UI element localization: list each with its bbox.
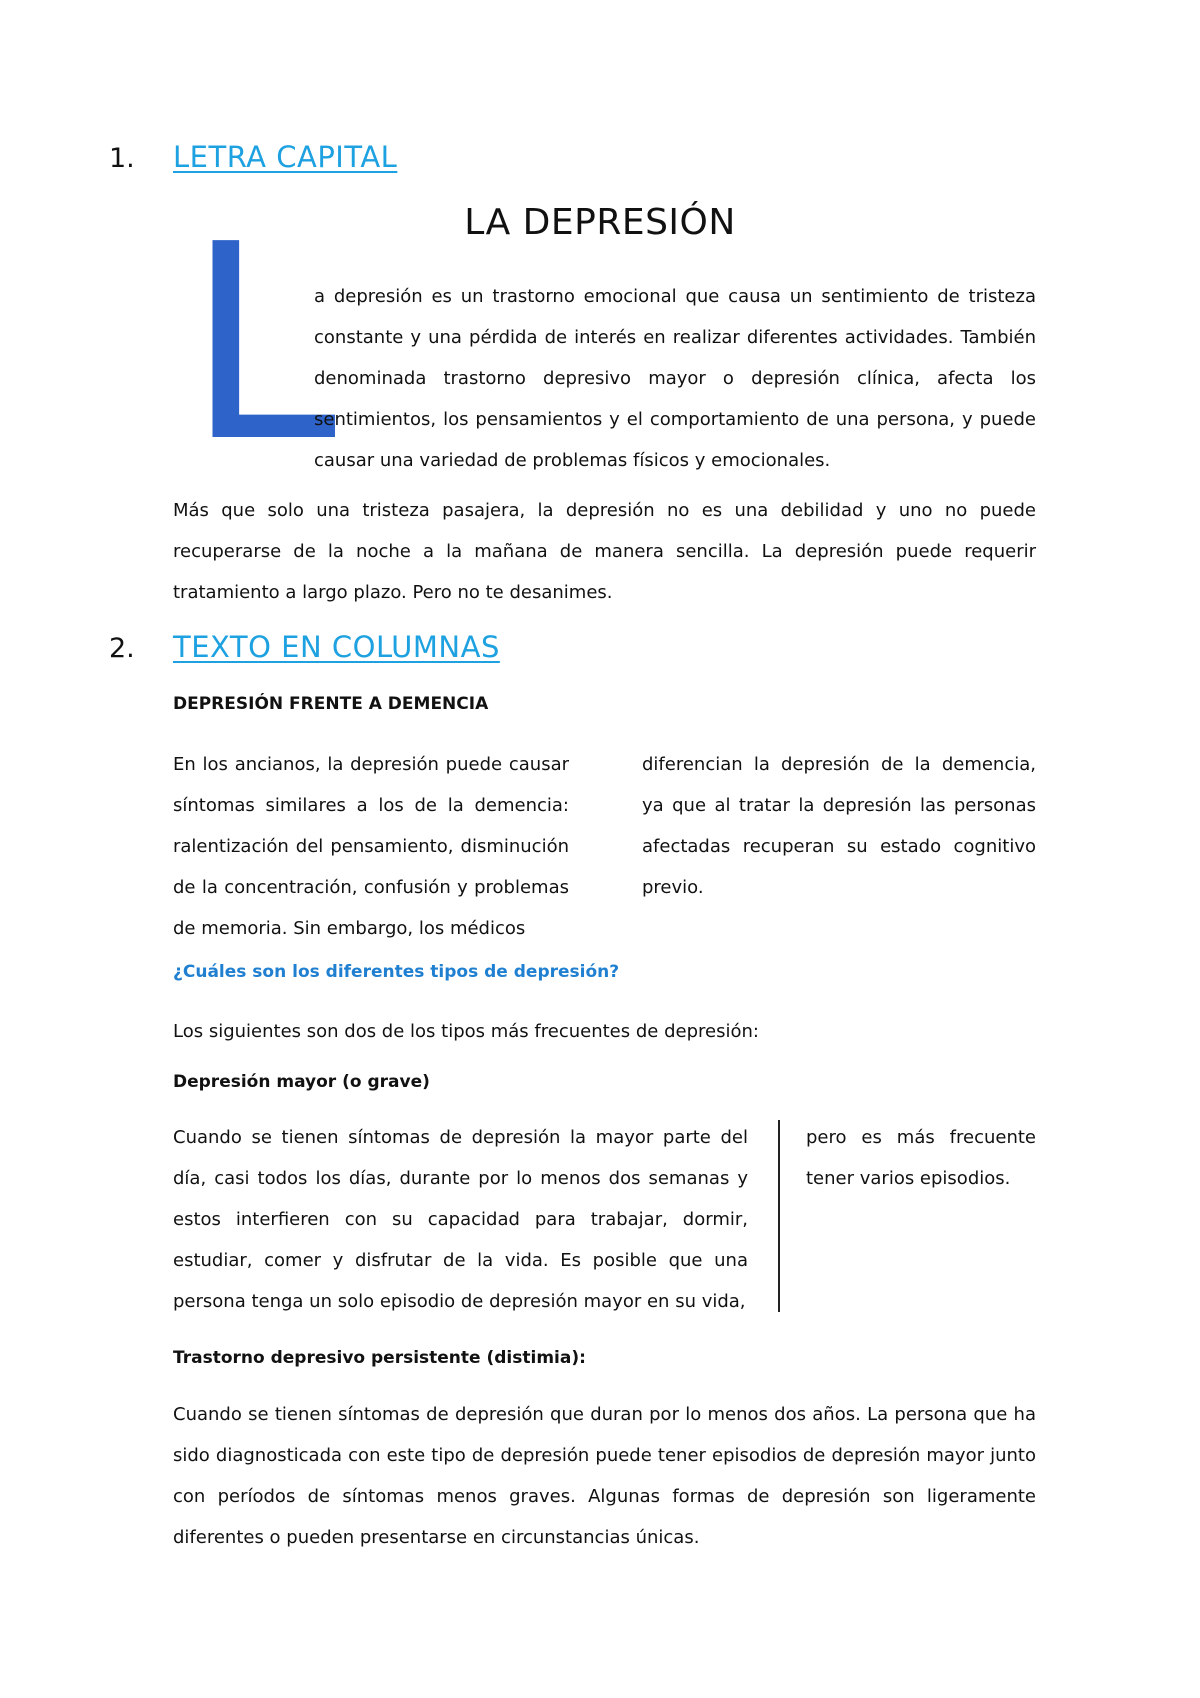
drop-cap (186, 186, 337, 501)
dementia-column-1 (173, 744, 569, 949)
drop-cap-letter: L (186, 186, 337, 501)
major-depression-heading: Depresión mayor (o grave) (173, 1072, 430, 1092)
types-intro-block (173, 1011, 1036, 1052)
document-title: LA DEPRESIÓN (464, 202, 736, 243)
intro-paragraph: a depresión es un trastorno emocional que causa un sentimiento de tristeza constante y una pérdida de interés en realizar diferentes actividades. También denominada trastorno depresivo mayor o depresión clínica, afecta los sentimientos, los pensamientos y el comportamiento de una persona, y puede causar una variedad de problemas físicos y emocionales. (314, 286, 1036, 471)
major-column-2-text: pero es más frecuente tener varios episodios. (806, 1127, 1036, 1189)
major-column-1 (173, 1117, 748, 1322)
dementia-column-2-text: diferencian la depresión de la demencia, ya que al tratar la depresión las personas afectadas recuperan su estado cognitivo previo. (642, 754, 1036, 898)
column-separator (778, 1120, 780, 1312)
section-2-number: 2. (109, 633, 135, 664)
second-paragraph-block (173, 490, 1036, 613)
persistent-paragraph-block (173, 1394, 1036, 1558)
dementia-column-1-text: En los ancianos, la depresión puede causar síntomas similares a los de la demencia: ralentización del pensamiento, disminución de la concentración, confusión y problemas de memoria. Sin embargo, los médicos (173, 754, 569, 939)
persistent-paragraph: Cuando se tienen síntomas de depresión que duran por lo menos dos años. La persona que ha sido diagnosticada con este tipo de depresión puede tener episodios de depresión mayor junto con períodos de síntomas menos graves. Algunas formas de depresión son ligeramente diferentes o pueden presentarse en circunstancias únicas. (173, 1404, 1036, 1548)
section-2-title: TEXTO EN COLUMNAS (173, 630, 500, 664)
dementia-column-2 (642, 744, 1036, 908)
section-2-heading (109, 630, 500, 664)
intro-paragraph-block (314, 276, 1036, 481)
types-question: ¿Cuáles son los diferentes tipos de depresión? (173, 962, 620, 982)
persistent-heading: Trastorno depresivo persistente (distimia): (173, 1348, 586, 1368)
section-1-title: LETRA CAPITAL (173, 140, 398, 174)
section-1-number: 1. (109, 143, 135, 174)
section-1-heading (109, 140, 397, 174)
dementia-subheading: DEPRESIÓN FRENTE A DEMENCIA (173, 694, 489, 714)
major-column-2 (806, 1117, 1036, 1199)
types-intro: Los siguientes son dos de los tipos más frecuentes de depresión: (173, 1021, 759, 1042)
major-column-1-text: Cuando se tienen síntomas de depresión la mayor parte del día, casi todos los días, durante por lo menos dos semanas y estos interfieren con su capacidad para trabajar, dormir, estudiar, comer y disfrutar de la vida. Es posible que una persona tenga un solo episodio de depresión mayor en su vida, (173, 1127, 748, 1312)
second-paragraph: Más que solo una tristeza pasajera, la depresión no es una debilidad y uno no puede recuperarse de la noche a la mañana de manera sencilla. La depresión puede requerir tratamiento a largo plazo. Pero no te desanimes. (173, 500, 1036, 603)
